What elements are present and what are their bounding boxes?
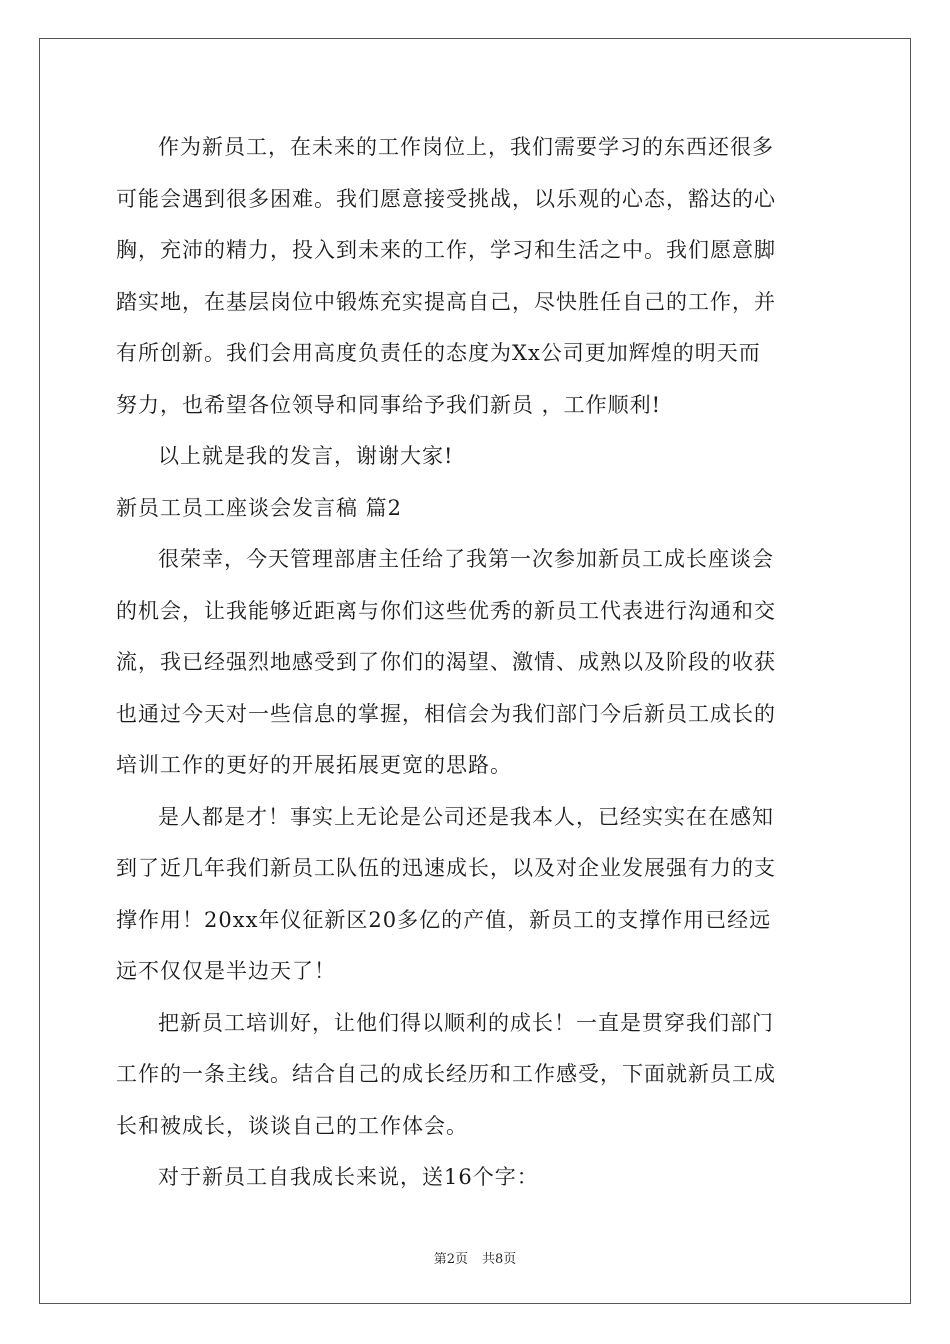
text-line: 可能会遇到很多困难。我们愿意接受挑战，以乐观的心态，豁达的心 bbox=[116, 186, 776, 211]
text-line: 也通过今天对一些信息的掌握，相信会为我们部门今后新员工成长的 bbox=[116, 701, 776, 726]
text-line: 的机会，让我能够近距离与你们这些优秀的新员工代表进行沟通和交 bbox=[116, 598, 776, 623]
text-line: 培训工作的更好的开展拓展更宽的思路。 bbox=[116, 753, 512, 777]
text-line: 有所创新。我们会用高度负责任的态度为Xx公司更加辉煌的明天而 bbox=[116, 341, 761, 365]
paragraph bbox=[116, 122, 836, 431]
text-line: 工作的一条主线。结合自己的成长经历和工作感受，下面就新员工成 bbox=[116, 1062, 776, 1086]
text-line: 作为新员工，在未来的工作岗位上，我们需要学习的东西还很多 bbox=[158, 135, 774, 159]
text-line: 对于新员工自我成长来说，送16个字： bbox=[158, 1165, 539, 1189]
text-line: 很荣幸，今天管理部唐主任给了我第一次参加新员工成长座谈会 bbox=[158, 547, 774, 571]
paragraph bbox=[116, 431, 836, 483]
text-line: 是人都是才！事实上无论是公司还是我本人，已经实实在在感知 bbox=[158, 804, 774, 829]
section-heading: 新员工员工座谈会发言稿 篇2 bbox=[116, 495, 403, 520]
page-footer bbox=[0, 1248, 950, 1267]
text-line: 远不仅仅是半边天了！ bbox=[116, 959, 336, 983]
text-line: 流，我已经强烈地感受到了你们的渴望、激情、成熟以及阶段的收获 bbox=[116, 650, 776, 674]
paragraph bbox=[116, 1152, 836, 1204]
text-line: 到了近几年我们新员工队伍的迅速成长，以及对企业发展强有力的支 bbox=[116, 856, 776, 880]
paragraph bbox=[116, 998, 836, 1153]
current-page-label: 第2页 bbox=[433, 1252, 468, 1267]
paragraph bbox=[116, 534, 836, 792]
text-line: 以上就是我的发言，谢谢大家! bbox=[158, 444, 454, 468]
paragraph bbox=[116, 792, 836, 998]
text-line: 踏实地，在基层岗位中锻炼充实提高自己，尽快胜任自己的工作，并 bbox=[116, 289, 776, 314]
text-line: 努力，也希望各位领导和同事给予我们新员 ，工作顺利! bbox=[116, 392, 662, 417]
text-line: 胸，充沛的精力，投入到未来的工作，学习和生活之中。我们愿意脚 bbox=[116, 238, 776, 262]
text-line: 撑作用！20xx年仪征新区20多亿的产值，新员工的支撑作用已经远 bbox=[116, 907, 772, 932]
total-pages-label: 共8页 bbox=[482, 1252, 517, 1267]
text-line: 长和被成长，谈谈自己的工作体会。 bbox=[116, 1113, 468, 1138]
text-line: 把新员工培训好，让他们得以顺利的成长！一直是贯穿我们部门 bbox=[158, 1010, 774, 1035]
document-body bbox=[116, 122, 836, 1204]
